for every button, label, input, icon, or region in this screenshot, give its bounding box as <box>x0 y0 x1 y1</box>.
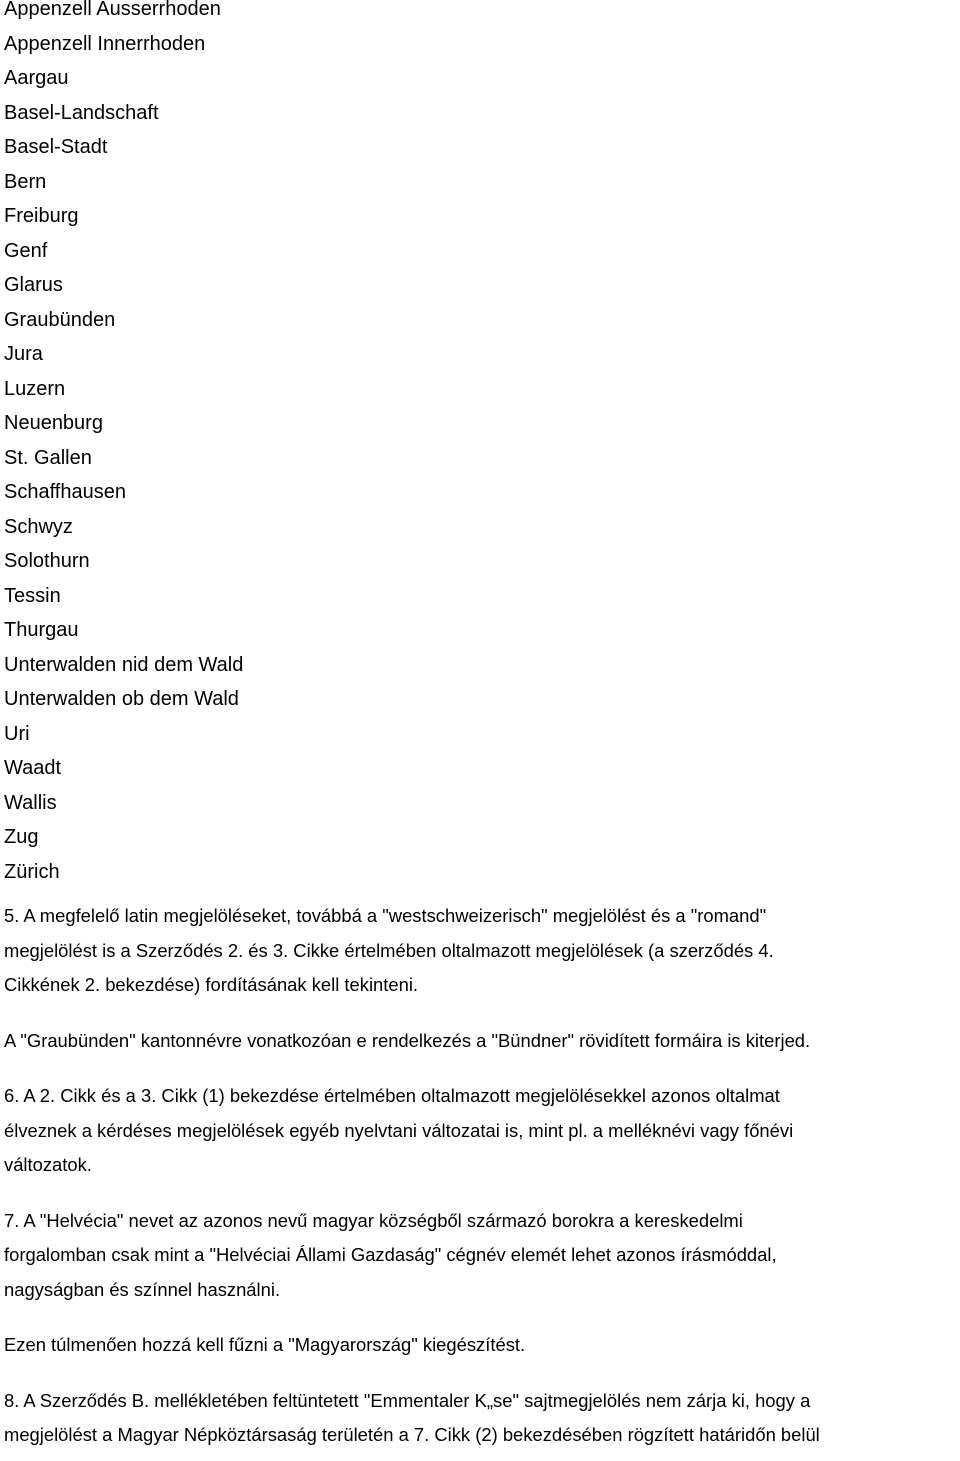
list-item: Tessin <box>4 584 61 607</box>
paragraph-line: 6. A 2. Cikk és a 3. Cikk (1) bekezdése értelmében oltalmazott megjelölésekkel azonos oltalmat <box>4 1085 780 1106</box>
canton-list <box>4 0 954 889</box>
paragraph-5 <box>4 899 954 1003</box>
paragraph-line: 8. A Szerződés B. mellékletében feltüntetett "Emmentaler K„se" sajtmegjelölés nem zárja ki, hogy a <box>4 1389 811 1411</box>
list-item: Schwyz <box>4 515 73 538</box>
list-item: Freiburg <box>4 205 79 227</box>
list-item: Graubünden <box>4 308 116 331</box>
paragraph-7 <box>4 1204 954 1308</box>
list-item: Zürich <box>4 860 60 883</box>
list-item: Basel-Stadt <box>4 136 108 158</box>
paragraph-line: 5. A megfelelő latin megjelöléseket, továbbá a "westschweizerisch" megjelölést és a "romand" <box>4 905 767 926</box>
list-item: Wallis <box>4 791 57 814</box>
list-item: Solothurn <box>4 550 90 572</box>
list-item: Schaffhausen <box>4 481 126 503</box>
paragraph-line: Ezen túlmenően hozzá kell fűzni a "Magyarország" kiegészítést. <box>4 1334 526 1355</box>
list-item: Appenzell Ausserrhoden <box>4 0 221 20</box>
list-item: Neuenburg <box>4 412 103 434</box>
list-item: Aargau <box>4 67 69 89</box>
list-item: Basel-Landschaft <box>4 101 159 124</box>
list-item: Genf <box>4 239 48 262</box>
list-item: Jura <box>4 343 43 365</box>
paragraph-line: forgalomban csak mint a "Helvéciai Állami Gazdaság" cégnév elemét lehet azonos írásmóddal, <box>4 1244 777 1265</box>
list-item: Waadt <box>4 757 62 779</box>
paragraph-line: megjelölést is a Szerződés 2. és 3. Cikke értelmében oltalmazott megjelölések (a szerződés 4. <box>4 939 774 961</box>
list-item: Bern <box>4 170 47 193</box>
paragraph-5-note <box>4 1024 954 1059</box>
list-item: Unterwalden nid dem Wald <box>4 653 244 676</box>
paragraph-6 <box>4 1079 954 1183</box>
list-item: Luzern <box>4 377 66 400</box>
paragraph-line: élveznek a kérdéses megjelölések egyéb nyelvtani változatai is, mint pl. a melléknévi vagy főnévi <box>4 1119 794 1141</box>
paragraph-line: Cikkének 2. bekezdése) fordításának kell tekinteni. <box>4 974 419 995</box>
list-item: Zug <box>4 826 39 848</box>
document-page <box>4 0 954 1453</box>
list-item: Unterwalden ob dem Wald <box>4 688 239 710</box>
list-item: Thurgau <box>4 619 79 641</box>
list-item: Appenzell Innerrhoden <box>4 32 206 55</box>
list-item: Uri <box>4 722 30 745</box>
paragraph-line: nagyságban és színnel használni. <box>4 1278 281 1300</box>
paragraph-7-note <box>4 1328 954 1363</box>
paragraph-line: változatok. <box>4 1154 92 1175</box>
list-item: St. Gallen <box>4 446 92 469</box>
paragraph-line: megjelölést a Magyar Népköztársaság területén a 7. Cikk (2) bekezdésében rögzített határidőn belül <box>4 1424 820 1445</box>
paragraph-line: 7. A "Helvécia" nevet az azonos nevű magyar községből származó borokra a kereskedelmi <box>4 1209 743 1231</box>
list-item: Glarus <box>4 274 63 296</box>
paragraph-line: A "Graubünden" kantonnévre vonatkozóan e rendelkezés a "Bündner" rövidített formáira is kiterjed. <box>4 1029 811 1051</box>
paragraph-8 <box>4 1384 954 1453</box>
